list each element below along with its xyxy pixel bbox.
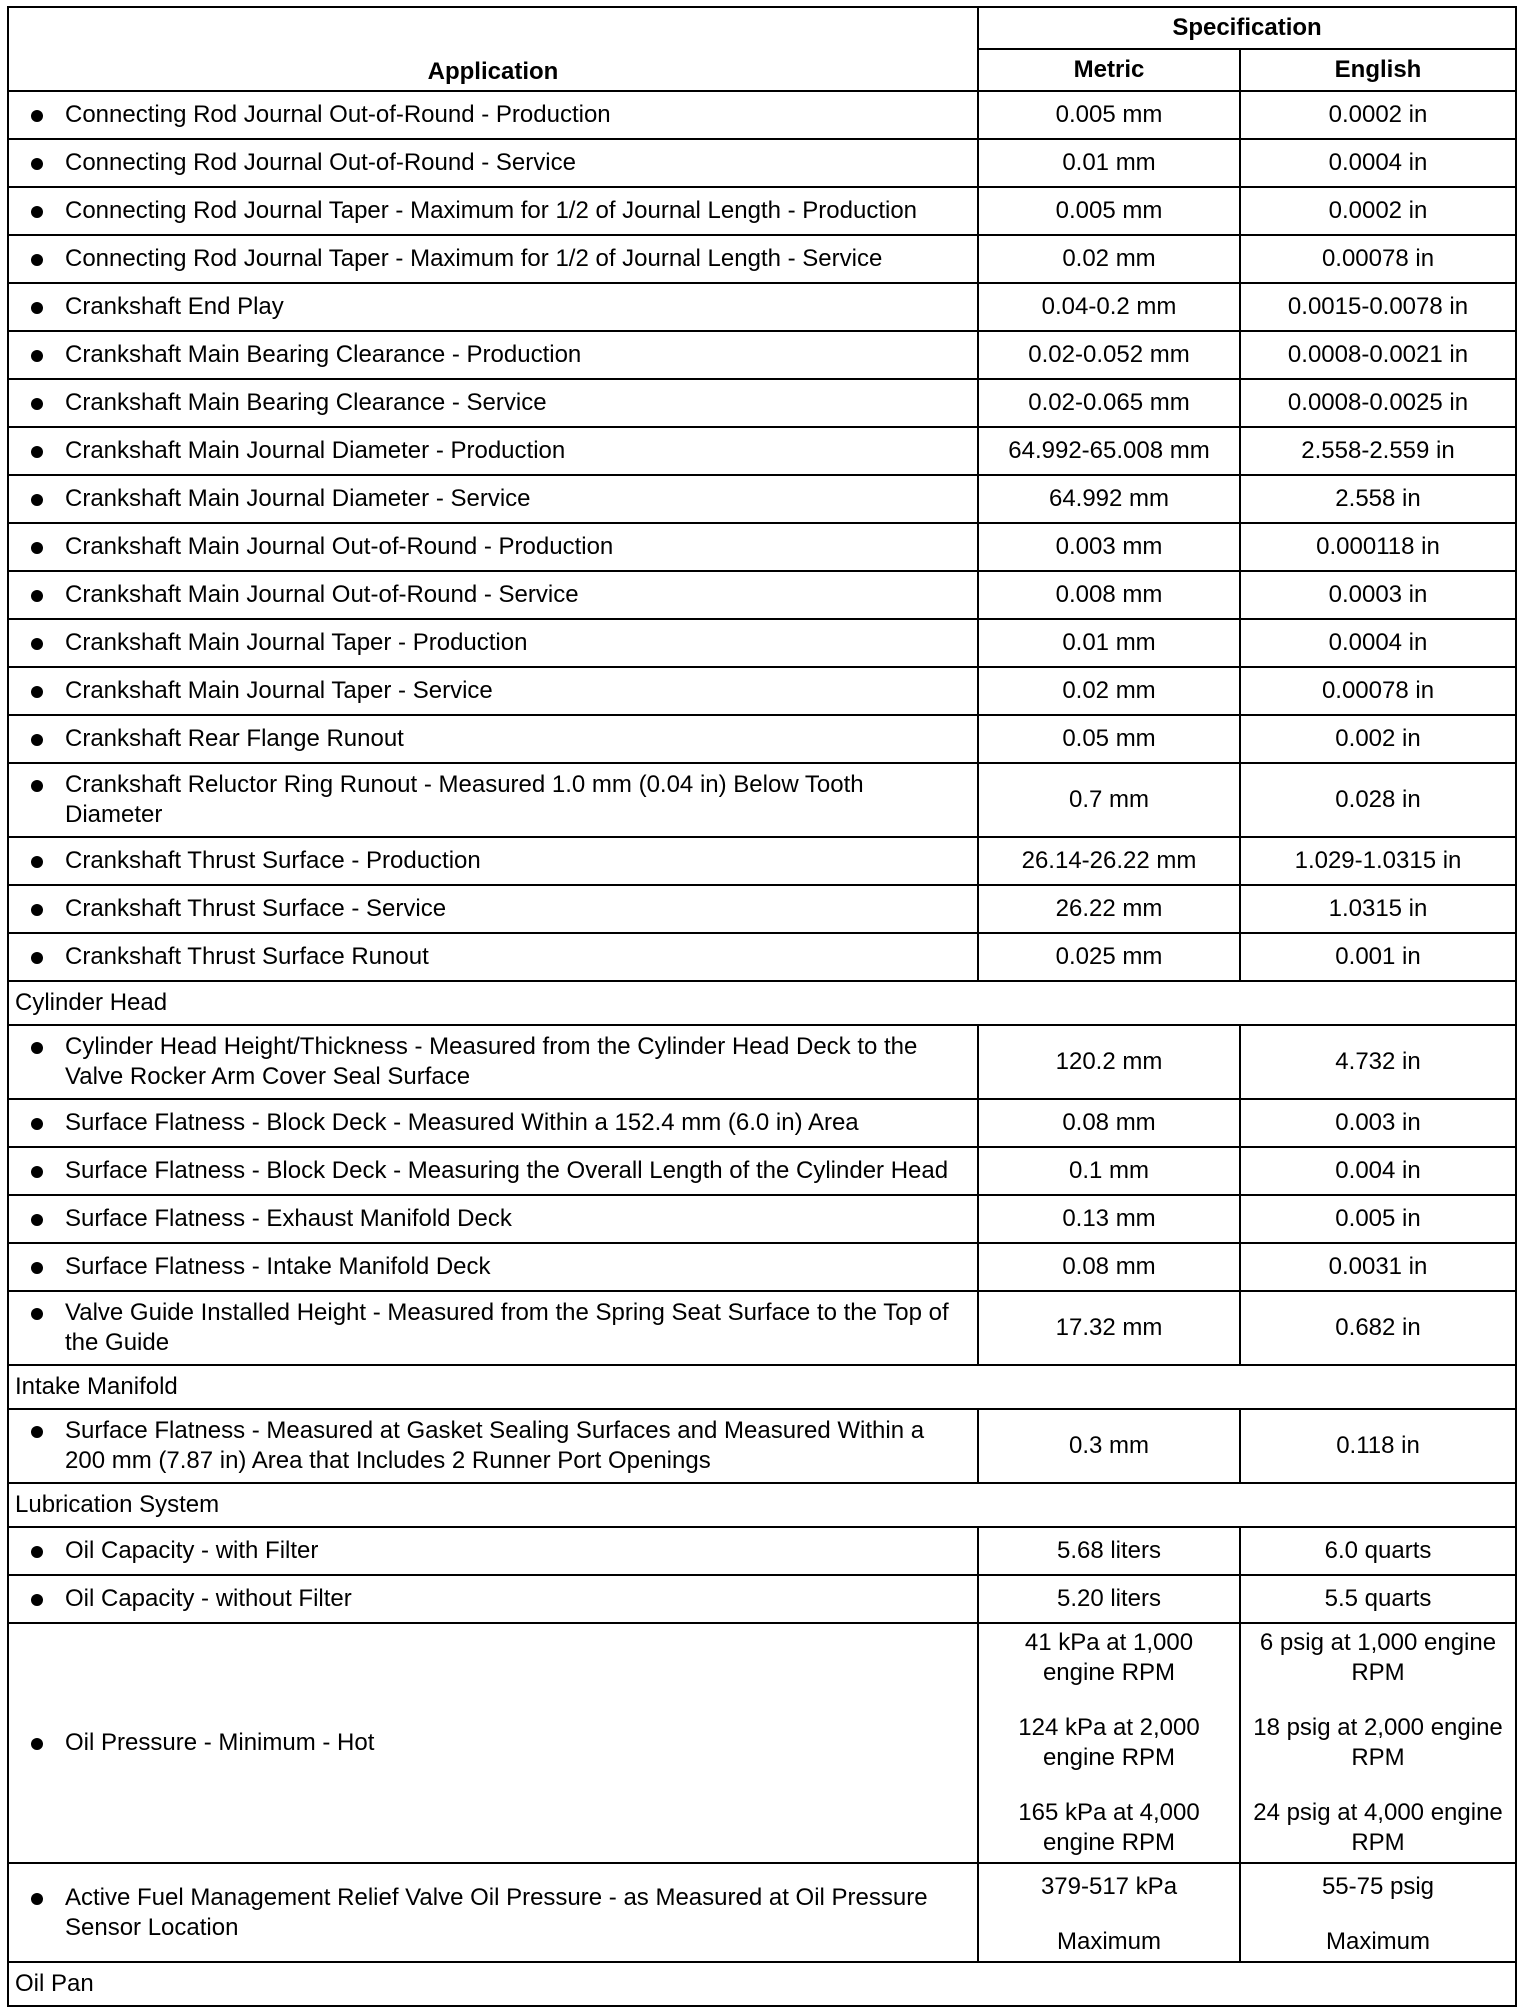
metric-value: 0.08 mm xyxy=(978,1243,1240,1291)
application-cell xyxy=(8,523,978,571)
bullet-icon xyxy=(29,628,65,650)
english-value: 0.004 in xyxy=(1240,1147,1516,1195)
application-content xyxy=(29,676,965,706)
bullet-icon xyxy=(29,484,65,506)
header-english xyxy=(1240,49,1516,91)
application-text: Surface Flatness - Intake Manifold Deck xyxy=(65,1253,491,1280)
application-content xyxy=(29,580,965,610)
table-row-afm xyxy=(8,1863,1516,1962)
bullet-dot xyxy=(31,856,43,868)
english-value: 0.005 in xyxy=(1240,1195,1516,1243)
metric-value: 5.68 liters xyxy=(978,1527,1240,1575)
application-cell xyxy=(8,91,978,139)
application-cell xyxy=(8,1409,978,1483)
english-value: 0.003 in xyxy=(1240,1099,1516,1147)
table-row xyxy=(8,283,1516,331)
bullet-dot xyxy=(31,1426,43,1438)
specification-table xyxy=(7,6,1517,2007)
application-text: Crankshaft Rear Flange Runout xyxy=(65,725,404,752)
application-cell xyxy=(8,1575,978,1623)
bullet-dot xyxy=(31,398,43,410)
application-cell xyxy=(8,1863,978,1962)
metric-value: 0.02 mm xyxy=(978,667,1240,715)
bullet-icon xyxy=(29,388,65,410)
table-row xyxy=(8,427,1516,475)
header-specification-label: Specification xyxy=(1172,14,1322,41)
metric-value: 0.13 mm xyxy=(978,1195,1240,1243)
application-cell xyxy=(8,885,978,933)
application-cell xyxy=(8,1243,978,1291)
english-value: 0.0008-0.0021 in xyxy=(1240,331,1516,379)
application-text: Crankshaft Main Journal Diameter - Production xyxy=(65,437,566,464)
metric-value: 0.003 mm xyxy=(978,523,1240,571)
metric-value: 0.02-0.052 mm xyxy=(978,331,1240,379)
bullet-dot xyxy=(31,1594,43,1606)
table-row xyxy=(8,91,1516,139)
table-row xyxy=(8,1409,1516,1483)
table-row xyxy=(8,331,1516,379)
value-gap xyxy=(987,1773,1231,1798)
english-value: 0.028 in xyxy=(1240,763,1516,837)
table-row xyxy=(8,1527,1516,1575)
table-row xyxy=(8,1575,1516,1623)
bullet-dot xyxy=(31,686,43,698)
application-text: Crankshaft Main Bearing Clearance - Service xyxy=(65,389,547,416)
metric-value: 0.008 mm xyxy=(978,571,1240,619)
application-text: Surface Flatness - Block Deck - Measured Within a 152.4 mm (6.0 in) Area xyxy=(65,1109,859,1136)
bullet-dot xyxy=(31,494,43,506)
application-cell xyxy=(8,331,978,379)
value-line: 379-517 kPa xyxy=(1040,1873,1178,1900)
application-content xyxy=(29,894,965,924)
english-value: 0.002 in xyxy=(1240,715,1516,763)
value-gap xyxy=(987,1902,1231,1927)
value-line: 165 kPa at 4,000 engine RPM xyxy=(1018,1799,1200,1856)
application-text: Cylinder Head Height/Thickness - Measured from the Cylinder Head Deck to the Valve Rocker Arm Cover Seal Surface xyxy=(65,1033,918,1090)
bullet-dot xyxy=(31,350,43,362)
table-row xyxy=(8,1147,1516,1195)
metric-value: 64.992-65.008 mm xyxy=(978,427,1240,475)
bullet-icon xyxy=(29,846,65,868)
application-content xyxy=(29,942,965,972)
bullet-dot xyxy=(31,1738,43,1750)
application-text: Crankshaft Main Journal Taper - Production xyxy=(65,629,528,656)
bullet-icon xyxy=(29,1298,65,1320)
metric-value: 26.22 mm xyxy=(978,885,1240,933)
english-value: 0.0003 in xyxy=(1240,571,1516,619)
bullet-icon xyxy=(29,1728,65,1750)
table-row xyxy=(8,715,1516,763)
table-row xyxy=(8,571,1516,619)
application-content xyxy=(29,1416,965,1476)
metric-value: 0.02-0.065 mm xyxy=(978,379,1240,427)
bullet-icon xyxy=(29,1883,65,1905)
bullet-dot xyxy=(31,952,43,964)
bullet-dot xyxy=(31,446,43,458)
bullet-icon xyxy=(29,1204,65,1226)
metric-value: 0.02 mm xyxy=(978,235,1240,283)
table-row xyxy=(8,667,1516,715)
application-text: Connecting Rod Journal Taper - Maximum for 1/2 of Journal Length - Service xyxy=(65,245,883,272)
metric-value: 0.01 mm xyxy=(978,139,1240,187)
bullet-dot xyxy=(31,1042,43,1054)
application-content xyxy=(29,1883,965,1943)
application-content xyxy=(29,1728,965,1758)
metric-value: 0.7 mm xyxy=(978,763,1240,837)
metric-value: 0.01 mm xyxy=(978,619,1240,667)
metric-value xyxy=(978,1863,1240,1962)
application-content xyxy=(29,1252,965,1282)
metric-value: 64.992 mm xyxy=(978,475,1240,523)
value-gap xyxy=(1249,1688,1507,1713)
bullet-dot xyxy=(31,1118,43,1130)
english-value: 0.000118 in xyxy=(1240,523,1516,571)
header-application-label: Application xyxy=(427,58,559,85)
bullet-dot xyxy=(31,1262,43,1274)
metric-value: 0.04-0.2 mm xyxy=(978,283,1240,331)
application-cell xyxy=(8,1025,978,1099)
bullet-icon xyxy=(29,340,65,362)
english-value xyxy=(1240,1863,1516,1962)
application-text: Crankshaft Thrust Surface - Production xyxy=(65,847,481,874)
bullet-dot xyxy=(31,158,43,170)
table-row xyxy=(8,187,1516,235)
bullet-icon xyxy=(29,292,65,314)
metric-value: 0.005 mm xyxy=(978,91,1240,139)
section-heading: Oil Pan xyxy=(8,1962,1516,2006)
bullet-icon xyxy=(29,1156,65,1178)
english-value: 0.0002 in xyxy=(1240,91,1516,139)
bullet-icon xyxy=(29,942,65,964)
english-value: 0.0015-0.0078 in xyxy=(1240,283,1516,331)
application-text: Crankshaft Thrust Surface - Service xyxy=(65,895,447,922)
value-line: 55-75 psig xyxy=(1321,1873,1435,1900)
metric-value: 5.20 liters xyxy=(978,1575,1240,1623)
value-line: 41 kPa at 1,000 engine RPM xyxy=(1024,1629,1194,1686)
value-gap xyxy=(987,1688,1231,1713)
section-row xyxy=(8,981,1516,1025)
application-text: Valve Guide Installed Height - Measured from the Spring Seat Surface to the Top of the Guide xyxy=(65,1299,949,1356)
table-row xyxy=(8,1195,1516,1243)
bullet-icon xyxy=(29,580,65,602)
application-text: Crankshaft Main Journal Out-of-Round - Production xyxy=(65,533,614,560)
application-text: Crankshaft Main Journal Taper - Service xyxy=(65,677,493,704)
english-value: 0.0004 in xyxy=(1240,619,1516,667)
table-row-oil-pressure xyxy=(8,1623,1516,1863)
application-content xyxy=(29,196,965,226)
bullet-dot xyxy=(31,542,43,554)
header-metric xyxy=(978,49,1240,91)
application-cell xyxy=(8,1291,978,1365)
application-cell xyxy=(8,283,978,331)
bullet-icon xyxy=(29,244,65,266)
application-content xyxy=(29,484,965,514)
application-cell xyxy=(8,933,978,981)
table-row xyxy=(8,235,1516,283)
section-row xyxy=(8,1365,1516,1409)
spec-table-wrapper xyxy=(7,6,1515,2007)
table-row xyxy=(8,1025,1516,1099)
english-value: 0.118 in xyxy=(1240,1409,1516,1483)
metric-value: 120.2 mm xyxy=(978,1025,1240,1099)
bullet-dot xyxy=(31,904,43,916)
application-text: Active Fuel Management Relief Valve Oil Pressure - as Measured at Oil Pressure Sensor Location xyxy=(65,1883,928,1941)
bullet-icon xyxy=(29,148,65,170)
bullet-dot xyxy=(31,1546,43,1558)
value-gap xyxy=(1249,1902,1507,1927)
table-row xyxy=(8,523,1516,571)
bullet-dot xyxy=(31,1308,43,1320)
application-cell xyxy=(8,1195,978,1243)
english-value: 4.732 in xyxy=(1240,1025,1516,1099)
bullet-dot xyxy=(31,1214,43,1226)
bullet-dot xyxy=(31,590,43,602)
application-cell xyxy=(8,571,978,619)
metric-value: 17.32 mm xyxy=(978,1291,1240,1365)
application-content xyxy=(29,244,965,274)
application-text: Oil Pressure - Minimum - Hot xyxy=(65,1729,375,1756)
application-cell xyxy=(8,1099,978,1147)
english-value: 0.682 in xyxy=(1240,1291,1516,1365)
metric-value: 0.05 mm xyxy=(978,715,1240,763)
table-row xyxy=(8,619,1516,667)
english-value: 2.558 in xyxy=(1240,475,1516,523)
metric-value: 0.005 mm xyxy=(978,187,1240,235)
section-heading: Lubrication System xyxy=(8,1483,1516,1527)
application-content xyxy=(29,1584,965,1614)
header-english-label: English xyxy=(1334,56,1422,83)
english-value: 0.00078 in xyxy=(1240,667,1516,715)
bullet-icon xyxy=(29,436,65,458)
value-gap xyxy=(1249,1773,1507,1798)
english-value: 0.0008-0.0025 in xyxy=(1240,379,1516,427)
application-text: Surface Flatness - Exhaust Manifold Deck xyxy=(65,1205,512,1232)
application-cell xyxy=(8,619,978,667)
english-value: 5.5 quarts xyxy=(1240,1575,1516,1623)
application-text: Crankshaft End Play xyxy=(65,293,284,320)
bullet-icon xyxy=(29,1584,65,1606)
table-row xyxy=(8,1291,1516,1365)
table-row xyxy=(8,1243,1516,1291)
value-line: Maximum xyxy=(1056,1928,1161,1955)
application-content xyxy=(29,148,965,178)
bullet-icon xyxy=(29,1252,65,1274)
english-value: 1.0315 in xyxy=(1240,885,1516,933)
application-cell xyxy=(8,187,978,235)
application-content xyxy=(29,436,965,466)
value-line: 6 psig at 1,000 engine RPM xyxy=(1259,1629,1497,1686)
application-cell xyxy=(8,1147,978,1195)
bullet-icon xyxy=(29,770,65,792)
application-cell xyxy=(8,139,978,187)
table-body xyxy=(8,91,1516,2006)
section-row xyxy=(8,1962,1516,2006)
english-value: 0.0004 in xyxy=(1240,139,1516,187)
application-text: Crankshaft Main Journal Out-of-Round - Service xyxy=(65,581,579,608)
application-cell xyxy=(8,475,978,523)
metric-value: 0.025 mm xyxy=(978,933,1240,981)
application-text: Crankshaft Main Bearing Clearance - Production xyxy=(65,341,582,368)
bullet-dot xyxy=(31,254,43,266)
application-content xyxy=(29,388,965,418)
application-text: Connecting Rod Journal Out-of-Round - Service xyxy=(65,149,576,176)
metric-value: 26.14-26.22 mm xyxy=(978,837,1240,885)
application-text: Surface Flatness - Block Deck - Measuring the Overall Length of the Cylinder Head xyxy=(65,1157,949,1184)
application-text: Surface Flatness - Measured at Gasket Sealing Surfaces and Measured Within a 200 mm (7.87 in) Area that Includes 2 Runner Port Openings xyxy=(65,1417,925,1474)
bullet-dot xyxy=(31,638,43,650)
table-row xyxy=(8,933,1516,981)
application-text: Oil Capacity - with Filter xyxy=(65,1537,319,1564)
application-text: Crankshaft Reluctor Ring Runout - Measured 1.0 mm (0.04 in) Below Tooth Diameter xyxy=(65,771,864,828)
table-row xyxy=(8,379,1516,427)
bullet-dot xyxy=(31,110,43,122)
application-content xyxy=(29,1032,965,1092)
application-content xyxy=(29,292,965,322)
table-row xyxy=(8,139,1516,187)
application-content xyxy=(29,1204,965,1234)
english-value: 2.558-2.559 in xyxy=(1240,427,1516,475)
header-specification xyxy=(978,7,1516,49)
application-text: Connecting Rod Journal Taper - Maximum for 1/2 of Journal Length - Production xyxy=(65,197,918,224)
bullet-icon xyxy=(29,196,65,218)
bullet-dot xyxy=(31,734,43,746)
table-row xyxy=(8,475,1516,523)
english-value: 0.0002 in xyxy=(1240,187,1516,235)
application-content xyxy=(29,100,965,130)
metric-value: 0.08 mm xyxy=(978,1099,1240,1147)
application-cell xyxy=(8,1527,978,1575)
value-line: 24 psig at 4,000 engine RPM xyxy=(1253,1799,1503,1856)
section-row xyxy=(8,1483,1516,1527)
application-cell xyxy=(8,667,978,715)
bullet-icon xyxy=(29,100,65,122)
application-text: Connecting Rod Journal Out-of-Round - Production xyxy=(65,101,611,128)
english-value: 1.029-1.0315 in xyxy=(1240,837,1516,885)
bullet-dot xyxy=(31,780,43,792)
application-content xyxy=(29,628,965,658)
application-cell xyxy=(8,837,978,885)
application-content xyxy=(29,340,965,370)
application-content xyxy=(29,1156,965,1186)
english-value xyxy=(1240,1623,1516,1863)
bullet-icon xyxy=(29,676,65,698)
bullet-icon xyxy=(29,1416,65,1438)
section-heading: Intake Manifold xyxy=(8,1365,1516,1409)
application-text: Crankshaft Thrust Surface Runout xyxy=(65,943,429,970)
table-row xyxy=(8,885,1516,933)
english-value: 0.0031 in xyxy=(1240,1243,1516,1291)
section-heading: Cylinder Head xyxy=(8,981,1516,1025)
application-cell xyxy=(8,715,978,763)
application-cell xyxy=(8,1623,978,1863)
application-text: Oil Capacity - without Filter xyxy=(65,1585,352,1612)
metric-value: 0.3 mm xyxy=(978,1409,1240,1483)
application-content xyxy=(29,770,965,830)
bullet-dot xyxy=(31,1893,43,1905)
english-value: 6.0 quarts xyxy=(1240,1527,1516,1575)
bullet-dot xyxy=(31,206,43,218)
table-row xyxy=(8,837,1516,885)
application-content xyxy=(29,532,965,562)
application-content xyxy=(29,846,965,876)
application-cell xyxy=(8,763,978,837)
table-row xyxy=(8,1099,1516,1147)
table-row xyxy=(8,763,1516,837)
value-line: Maximum xyxy=(1325,1928,1430,1955)
application-cell xyxy=(8,235,978,283)
bullet-dot xyxy=(31,1166,43,1178)
application-content xyxy=(29,724,965,754)
bullet-icon xyxy=(29,1032,65,1054)
metric-value xyxy=(978,1623,1240,1863)
bullet-icon xyxy=(29,532,65,554)
bullet-dot xyxy=(31,302,43,314)
application-content xyxy=(29,1298,965,1358)
header-metric-label: Metric xyxy=(1073,56,1145,83)
application-text: Crankshaft Main Journal Diameter - Service xyxy=(65,485,531,512)
application-cell xyxy=(8,427,978,475)
value-line: 124 kPa at 2,000 engine RPM xyxy=(1018,1714,1200,1771)
bullet-icon xyxy=(29,1108,65,1130)
english-value: 0.001 in xyxy=(1240,933,1516,981)
metric-value: 0.1 mm xyxy=(978,1147,1240,1195)
application-content xyxy=(29,1108,965,1138)
value-line: 18 psig at 2,000 engine RPM xyxy=(1253,1714,1503,1771)
application-content xyxy=(29,1536,965,1566)
english-value: 0.00078 in xyxy=(1240,235,1516,283)
header-application xyxy=(8,7,978,91)
application-cell xyxy=(8,379,978,427)
bullet-icon xyxy=(29,894,65,916)
bullet-icon xyxy=(29,1536,65,1558)
bullet-icon xyxy=(29,724,65,746)
